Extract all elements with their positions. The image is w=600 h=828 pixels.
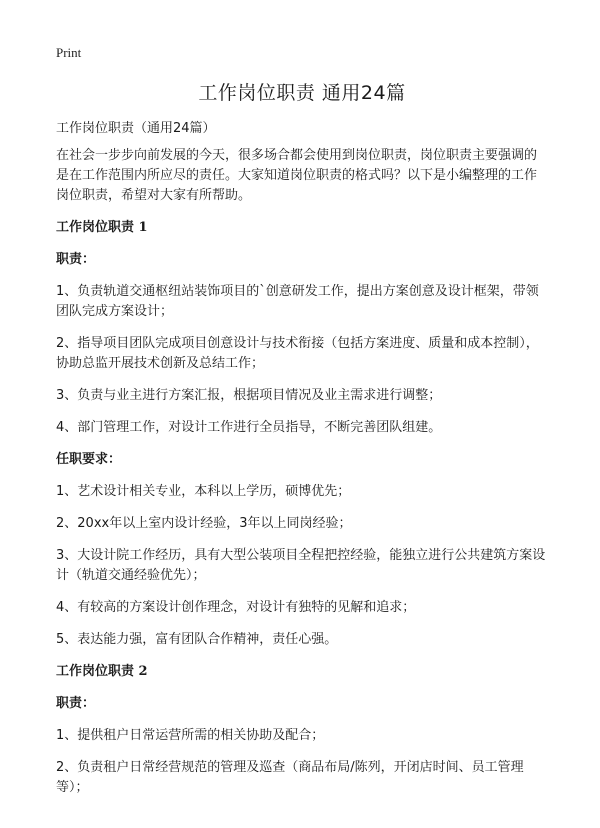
list-item: 3、负责与业主进行方案汇报，根据项目情况及业主需求进行调整； xyxy=(56,388,442,403)
list-item: 4、部门管理工作，对设计工作进行全员指导，不断完善团队组建。 xyxy=(56,420,442,435)
list-item: 3、大设计院工作经历，具有大型公装项目全程把控经验，能独立进行公共建筑方案设计（轨道交通经验优先）； xyxy=(56,548,546,583)
requirements-heading: 任职要求： xyxy=(56,452,122,467)
list-item: 5、表达能力强，富有团队合作精神，责任心强。 xyxy=(56,632,338,647)
document-subtitle: 工作岗位职责（通用24篇） xyxy=(56,121,216,136)
list-item: 2、指导项目团队完成项目创意设计与技术衔接（包括方案进度、质量和成本控制），协助总监开展技术创新及总结工作； xyxy=(56,336,539,371)
list-item: 2、20xx年以上室内设计经验，3年以上同岗经验； xyxy=(56,516,352,531)
document-title: 工作岗位职责 通用24篇 xyxy=(198,82,406,104)
list-item: 1、艺术设计相关专业，本科以上学历，硕博优先； xyxy=(56,484,351,499)
duties-heading: 职责： xyxy=(56,252,96,267)
requirements-list xyxy=(56,482,548,650)
duties-list xyxy=(56,282,548,438)
duties-list xyxy=(56,726,548,798)
list-item: 4、有较高的方案设计创作理念，对设计有独特的见解和追求； xyxy=(56,600,416,615)
duties-heading: 职责： xyxy=(56,696,96,711)
print-link[interactable]: Print xyxy=(56,45,82,60)
section-heading: 工作岗位职责 2 xyxy=(56,664,148,679)
list-item: 2、负责租户日常经营规范的管理及巡查（商品布局/陈列，开闭店时间、员工管理等）； xyxy=(56,760,524,795)
section-heading: 工作岗位职责 1 xyxy=(56,220,148,235)
intro-paragraph: 在社会一步步向前发展的今天，很多场合都会使用到岗位职责，岗位职责主要强调的是在工作范围内所应尽的责任。大家知道岗位职责的格式吗？以下是小编整理的工作岗位职责，希望对大家有所帮助。 xyxy=(56,148,538,203)
list-item: 1、负责轨道交通枢纽站装饰项目的`创意研发工作，提出方案创意及设计框架，带领团队完成方案设计； xyxy=(56,284,539,319)
list-item: 1、提供租户日常运营所需的相关协助及配合； xyxy=(56,728,325,743)
